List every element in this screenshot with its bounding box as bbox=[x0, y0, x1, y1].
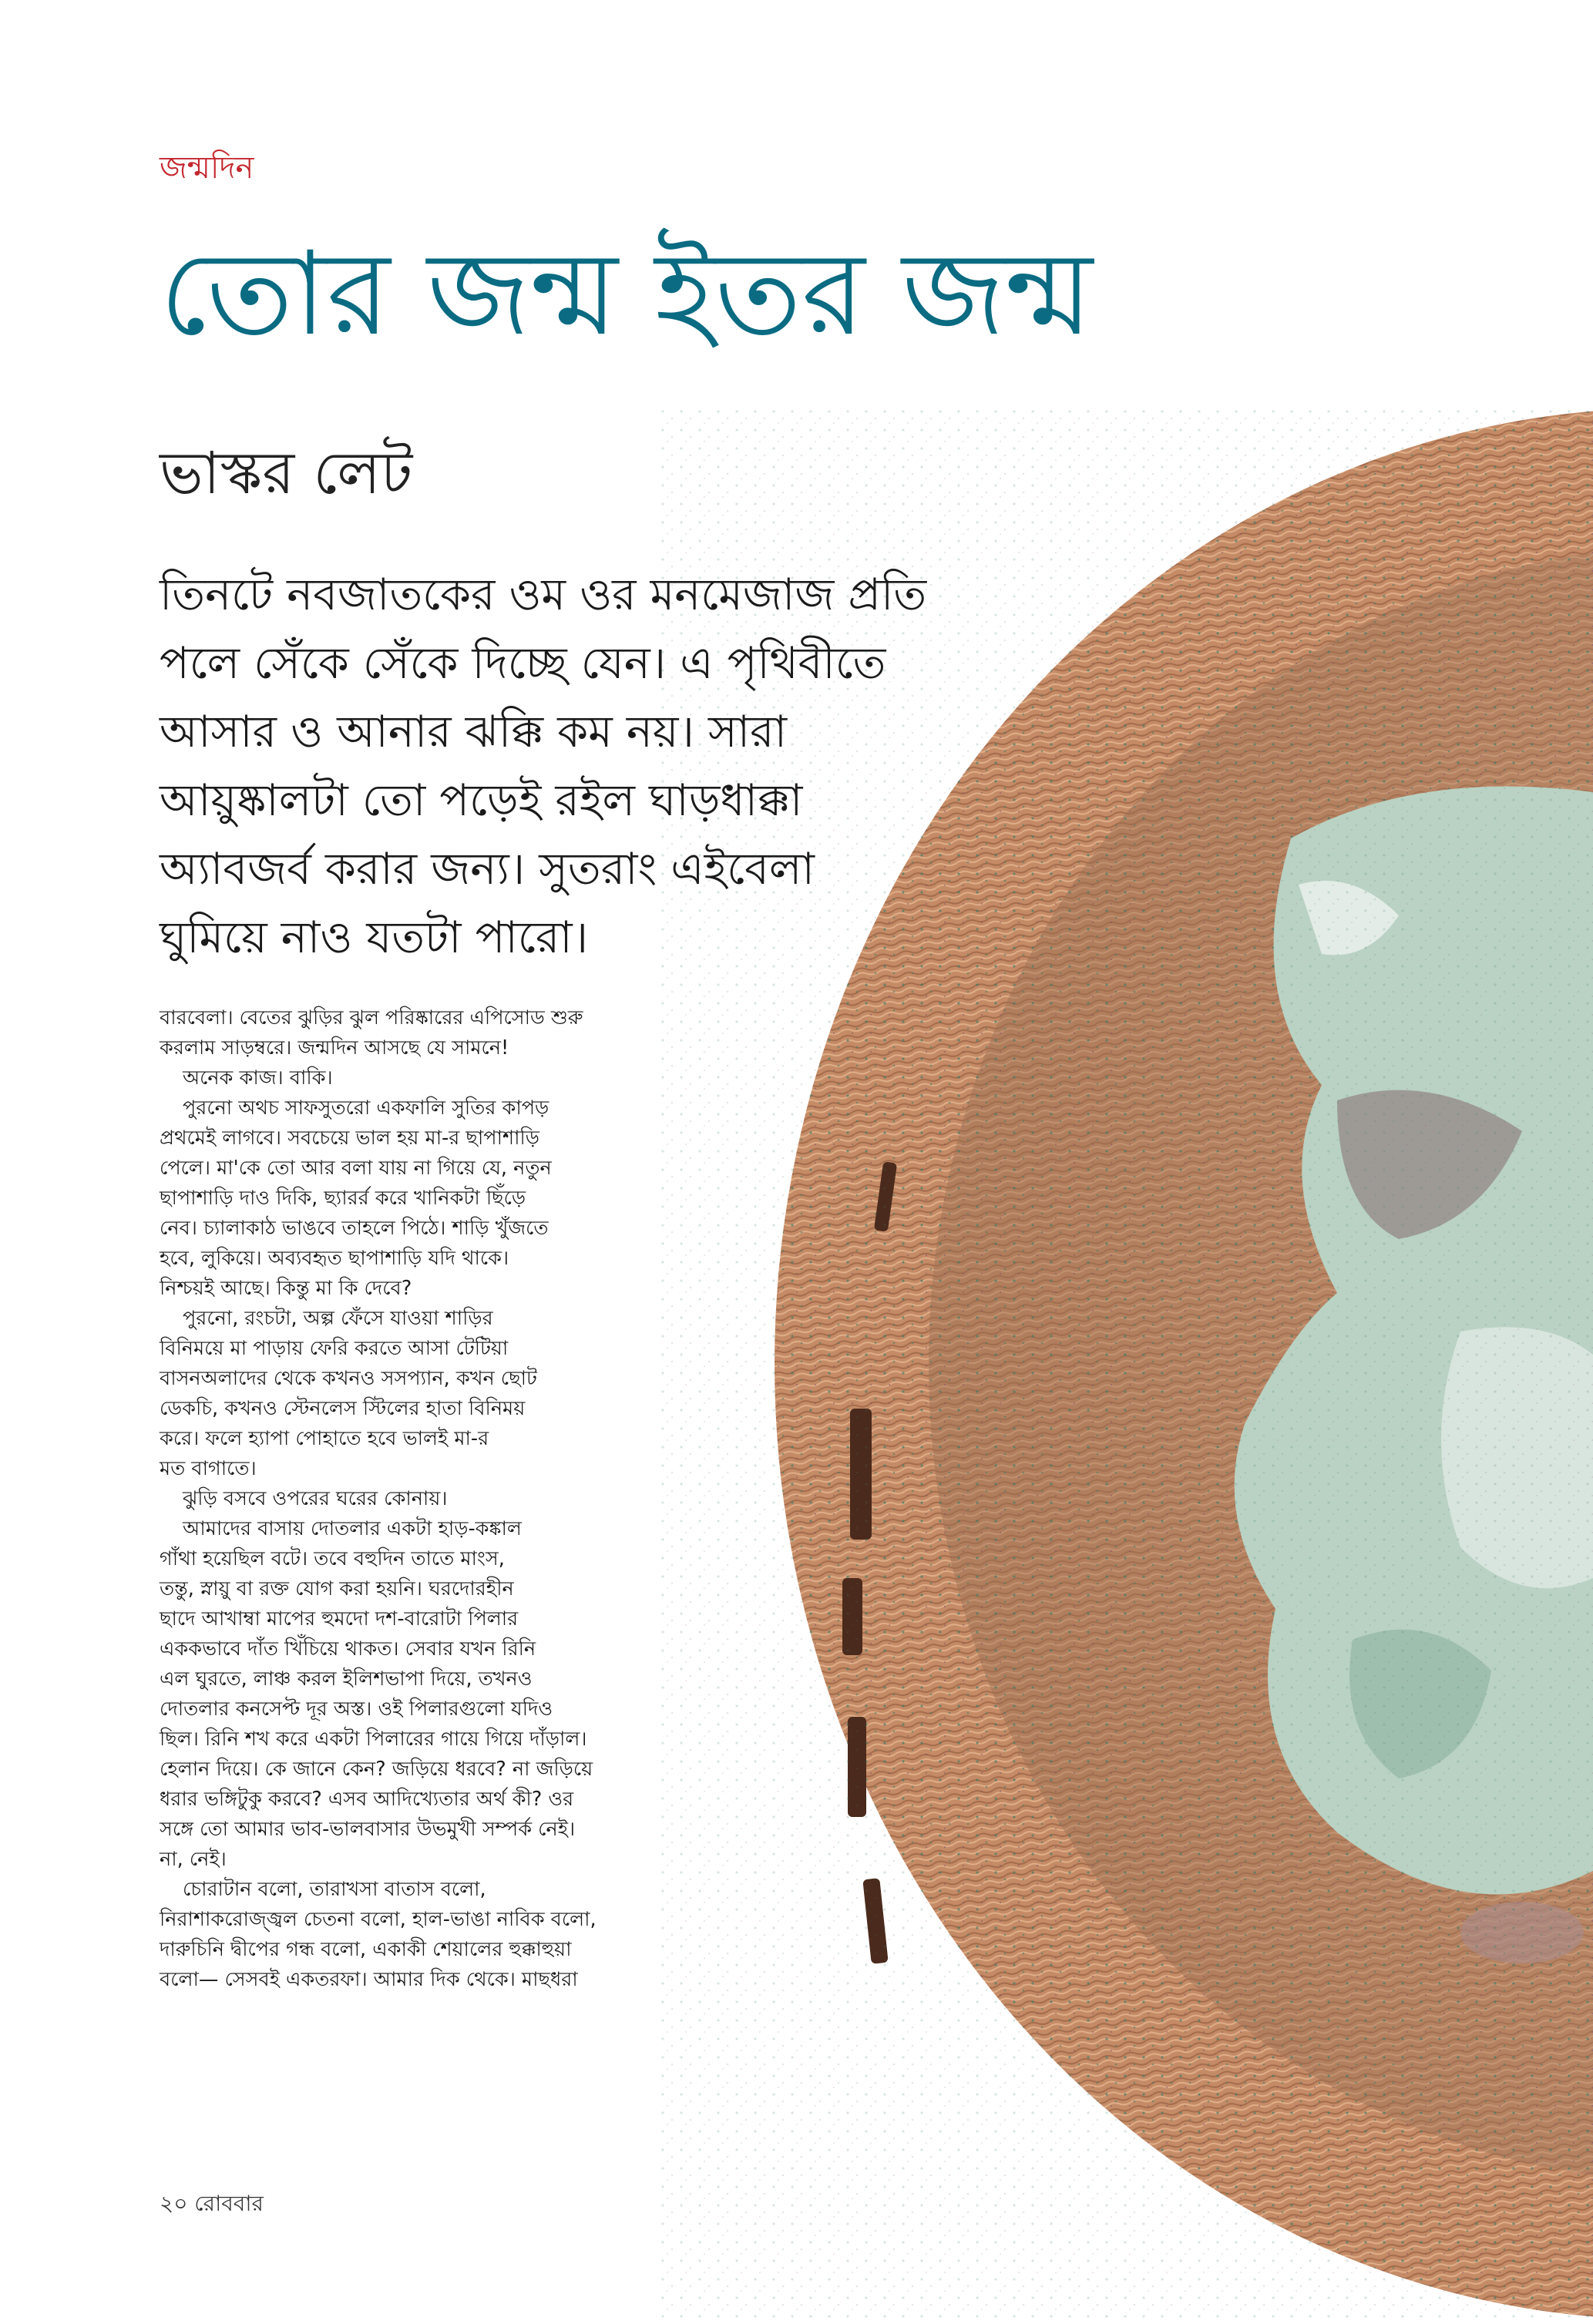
basket-photo bbox=[659, 407, 1593, 2321]
body-line: নেব। চ্যালাকাঠ ভাঙবে তাহলে পিঠে। শাড়ি খুঁজতে bbox=[160, 1217, 549, 1240]
author-byline: ভাস্কর লেট bbox=[160, 438, 413, 507]
deck-line: অ্যাবজর্ব করার জন্য। সুতরাং এইবেলা bbox=[160, 843, 815, 895]
body-line: চোরাটান বলো, তারাখসা বাতাস বলো, bbox=[183, 1878, 486, 1901]
deck-line: তিনটে নবজাতকের ওম ওর মনমেজাজ প্রতি bbox=[160, 569, 927, 620]
body-line: করে। ফলে হ্যাপা পোহাতে হবে ভালই মা-র bbox=[160, 1427, 489, 1450]
body-line: গাঁথা হয়েছিল বটে। তবে বহুদিন তাতে মাংস, bbox=[160, 1547, 505, 1570]
deck-line: আসার ও আনার ঝক্কি কম নয়। সারা bbox=[160, 706, 788, 757]
body-line: নিরাশাকরোজ্জ্বল চেতনা বলো, হাল-ভাঙা নাবিক বলো, bbox=[160, 1908, 597, 1931]
headline: তোর জন্ম ইতর জন্ম bbox=[160, 227, 1093, 361]
body-line: ধরার ভঙ্গিটুকু করবে? এসব আদিখ্যেতার অর্থ কী? ওর bbox=[160, 1788, 574, 1811]
body-line: করলাম সাড়ম্বরে। জন্মদিন আসছে যে সামনে! bbox=[160, 1036, 509, 1060]
body-line: এল ঘুরতে, লাঞ্চ করল ইলিশভাপা দিয়ে, তখনও bbox=[160, 1667, 533, 1691]
body-line: হেলান দিয়ে। কে জানে কেন? জড়িয়ে ধরবে? না জড়িয়ে bbox=[160, 1758, 593, 1781]
section-label: জন্মদিন bbox=[160, 150, 254, 186]
body-line: নিশ্চয়ই আছে। কিন্তু মা কি দেবে? bbox=[160, 1277, 412, 1300]
body-line: না, নেই। bbox=[160, 1848, 227, 1871]
body-line: পুরনো, রংচটা, অল্প ফেঁসে যাওয়া শাড়ির bbox=[183, 1307, 493, 1330]
body-line: বিনিময়ে মা পাড়ায় ফেরি করতে আসা টেটিয়া bbox=[160, 1337, 509, 1360]
deck-line: ঘুমিয়ে নাও যতটা পারো। bbox=[160, 912, 589, 963]
article-body bbox=[160, 1003, 699, 1995]
body-line: বলো— সেসবই একতরফা। আমার দিক থেকে। মাছধরা bbox=[160, 1968, 578, 1991]
deck-line: পলে সেঁকে সেঁকে দিচ্ছে যেন। এ পৃথিবীতে bbox=[160, 637, 886, 689]
body-line: মত বাগাতে। bbox=[160, 1457, 257, 1480]
body-line: বারবেলা। বেতের ঝুড়ির ঝুল পরিষ্কারের এপিসোড শুরু bbox=[160, 1006, 583, 1029]
body-line: দারুচিনি দ্বীপের গন্ধ বলো, একাকী শেয়ালের হুক্কাহুয়া bbox=[160, 1938, 572, 1961]
wicker-basket-icon bbox=[659, 407, 1593, 2321]
body-line: অনেক কাজ। বাকি। bbox=[183, 1066, 333, 1090]
page-folio: ২০ রোববার bbox=[160, 2191, 264, 2216]
body-line: দোতলার কনসেপ্ট দূর অস্ত। ওই পিলারগুলো যদিও bbox=[160, 1698, 553, 1721]
body-line: পুরনো অথচ সাফসুতরো একফালি সুতির কাপড় bbox=[183, 1097, 549, 1120]
body-line: তন্তু, স্নায়ু বা রক্ত যোগ করা হয়নি। ঘরদোরহীন bbox=[160, 1577, 514, 1600]
deck-line: আয়ুষ্কালটা তো পড়েই রইল ঘাড়ধাক্কা bbox=[160, 774, 803, 826]
body-line: প্রথমেই লাগবে। সবচেয়ে ভাল হয় মা-র ছাপাশাড়ি bbox=[160, 1127, 539, 1150]
body-line: পেলে। মা'কে তো আর বলা যায় না গিয়ে যে, নতুন bbox=[160, 1157, 552, 1180]
body-line: ছিল। রিনি শখ করে একটা পিলারের গায়ে গিয়ে দাঁড়াল। bbox=[160, 1728, 587, 1751]
body-line: ছাদে আখাম্বা মাপের হুমদো দশ-বারোটা পিলার bbox=[160, 1607, 519, 1630]
body-line: আমাদের বাসায় দোতলার একটা হাড়-কঙ্কাল bbox=[183, 1517, 522, 1540]
body-line: ছাপাশাড়ি দাও দিকি, ছ্যারর্র করে খানিকটা ছিঁড়ে bbox=[160, 1187, 526, 1210]
body-line: বাসনঅলাদের থেকে কখনও সসপ্যান, কখন ছোট bbox=[160, 1367, 537, 1390]
body-line: সঙ্গে তো আমার ভাব-ভালবাসার উভমুখী সম্পর্ক নেই। bbox=[160, 1818, 576, 1841]
body-line: ঝুড়ি বসবে ওপরের ঘরের কোনায়। bbox=[183, 1487, 448, 1510]
body-line: এককভাবে দাঁত খিঁচিয়ে থাকত। সেবার যখন রিনি bbox=[160, 1637, 536, 1661]
body-line: হবে, লুকিয়ে। অব্যবহৃত ছাপাশাড়ি যদি থাকে। bbox=[160, 1247, 509, 1270]
body-line: ডেকচি, কখনও স্টেনলেস স্টিলের হাতা বিনিময় bbox=[160, 1397, 526, 1420]
